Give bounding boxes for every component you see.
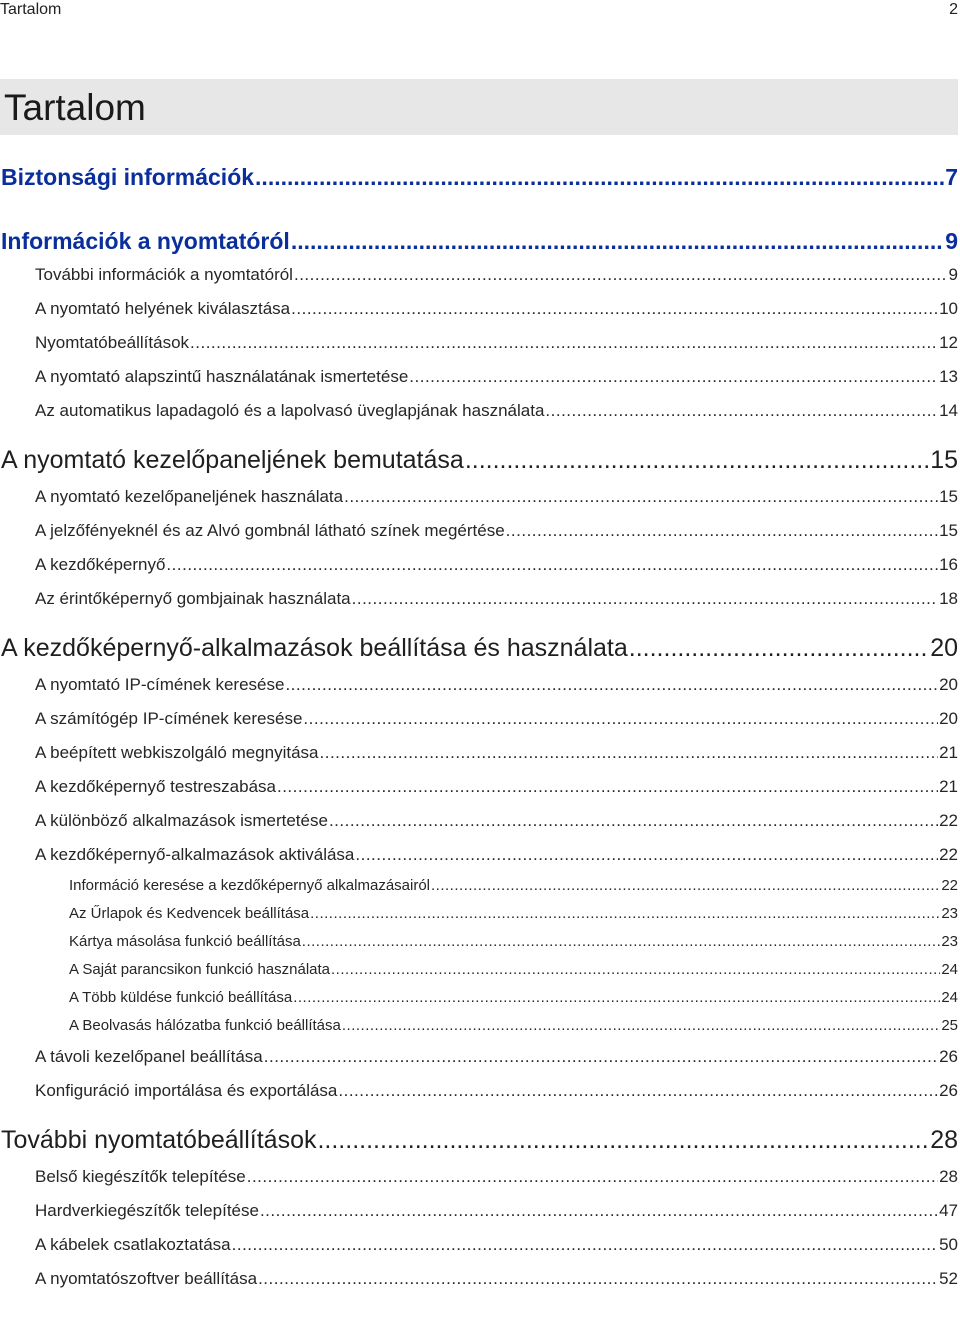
toc-leader-dots: [303, 704, 938, 734]
toc-entry-page: 15: [939, 487, 958, 506]
toc-leader-dots: [320, 738, 939, 768]
toc-entry-title: További nyomtatóbeállítások: [1, 1126, 317, 1154]
toc-entry-title: Információk a nyomtatóról: [1, 228, 290, 254]
toc-leader-dots: [506, 516, 938, 546]
toc-entry-title: További információk a nyomtatóról: [35, 265, 293, 284]
toc-entry[interactable]: [0, 954, 958, 982]
toc-leader-dots: [329, 806, 938, 836]
toc-entry-title: A jelzőfényeknél és az Alvó gombnál látható színek megértése: [35, 521, 505, 540]
toc-entry[interactable]: [0, 926, 958, 954]
toc-entry-title: A Beolvasás hálózatba funkció beállítása: [69, 1017, 341, 1034]
toc-entry-page: 15: [930, 446, 958, 474]
toc-entry-title: A nyomtató kezelőpaneljének használata: [35, 487, 344, 506]
toc-entry-title: A beépített webkiszolgáló megnyitása: [35, 743, 319, 762]
toc-entry-page: 20: [930, 634, 958, 662]
toc-leader-dots: [260, 1196, 938, 1226]
toc-entry-title: A számítógép IP-címének keresése: [35, 709, 303, 728]
page-header: [0, 0, 960, 22]
toc-entry-page: 50: [939, 1235, 958, 1254]
toc-entry[interactable]: [0, 870, 958, 898]
toc-entry-title: A nyomtató IP-címének keresése: [35, 675, 285, 694]
running-header-title: Tartalom: [0, 1, 62, 18]
toc-leader-dots: [264, 1042, 938, 1072]
table-of-contents: [0, 160, 958, 1294]
toc-entry-page: 52: [939, 1269, 958, 1288]
toc-leader-dots: [166, 550, 938, 580]
toc-entry-title: A nyomtató kezelőpaneljének bemutatása: [1, 446, 464, 474]
toc-leader-dots: [294, 260, 948, 290]
toc-entry-page: 9: [948, 265, 958, 284]
toc-entry[interactable]: [0, 358, 958, 392]
page-title: Tartalom: [4, 87, 146, 128]
toc-entry-page: 21: [939, 743, 958, 762]
toc-entry[interactable]: [0, 666, 958, 700]
toc-leader-dots: [302, 930, 941, 954]
toc-entry-title: A távoli kezelőpanel beállítása: [35, 1047, 263, 1066]
toc-leader-dots: [232, 1230, 938, 1260]
toc-entry[interactable]: [0, 1010, 958, 1038]
toc-entry-title: A nyomtató helyének kiválasztása: [35, 299, 291, 318]
toc-entry[interactable]: [0, 290, 958, 324]
toc-entry-title: Belső kiegészítők telepítése: [35, 1167, 246, 1186]
toc-entry-page: 13: [939, 367, 958, 386]
toc-entry[interactable]: [0, 982, 958, 1010]
toc-entry-title: A kezdőképernyő-alkalmazások beállítása és használata: [1, 634, 628, 662]
toc-entry-page: 25: [941, 1017, 958, 1034]
toc-entry-page: 10: [939, 299, 958, 318]
toc-entry[interactable]: [0, 512, 958, 546]
toc-entry-title: A különböző alkalmazások ismertetése: [35, 811, 328, 830]
toc-entry-page: 23: [941, 933, 958, 950]
toc-entry-page: 16: [939, 555, 958, 574]
toc-leader-dots: [255, 162, 944, 192]
toc-entry[interactable]: [0, 802, 958, 836]
toc-leader-dots: [310, 902, 940, 926]
toc-entry-title: Az automatikus lapadagoló és a lapolvasó üveglapjának használata: [35, 401, 545, 420]
toc-entry-title: A Több küldése funkció beállítása: [69, 989, 293, 1006]
toc-entry[interactable]: [0, 1118, 958, 1158]
toc-entry-title: Hardverkiegészítők telepítése: [35, 1201, 259, 1220]
toc-leader-dots: [258, 1264, 938, 1294]
toc-entry[interactable]: [0, 546, 958, 580]
toc-leader-dots: [291, 226, 944, 256]
toc-entry[interactable]: [0, 224, 958, 256]
toc-entry[interactable]: [0, 160, 958, 192]
toc-entry-page: 26: [939, 1081, 958, 1100]
toc-entry-title: Nyomtatóbeállítások: [35, 333, 190, 352]
toc-entry-page: 24: [941, 961, 958, 978]
toc-entry-title: Az Űrlapok és Kedvencek beállítása: [69, 905, 310, 922]
toc-leader-dots: [277, 772, 938, 802]
toc-entry[interactable]: [0, 478, 958, 512]
toc-entry-page: 22: [939, 811, 958, 830]
toc-entry[interactable]: [0, 324, 958, 358]
toc-entry-page: 14: [939, 401, 958, 420]
toc-entry[interactable]: [0, 700, 958, 734]
toc-entry[interactable]: [0, 1158, 958, 1192]
toc-entry-title: A kábelek csatlakoztatása: [35, 1235, 231, 1254]
toc-entry-page: 28: [939, 1167, 958, 1186]
toc-entry[interactable]: [0, 392, 958, 426]
toc-entry[interactable]: [0, 438, 958, 478]
toc-leader-dots: [247, 1162, 938, 1192]
toc-entry-title: A nyomtatószoftver beállítása: [35, 1269, 258, 1288]
toc-entry-title: Kártya másolása funkció beállítása: [69, 933, 301, 950]
toc-entry-title: A Saját parancsikon funkció használata: [69, 961, 330, 978]
toc-leader-dots: [465, 442, 929, 478]
toc-leader-dots: [291, 294, 938, 324]
toc-leader-dots: [409, 362, 938, 392]
page-number: 2: [949, 1, 958, 18]
toc-entry-page: 21: [939, 777, 958, 796]
toc-leader-dots: [190, 328, 938, 358]
toc-entry-page: 22: [941, 877, 958, 894]
toc-entry-title: A kezdőképernyő: [35, 555, 166, 574]
toc-leader-dots: [293, 986, 940, 1010]
toc-entry[interactable]: [0, 768, 958, 802]
toc-entry[interactable]: [0, 626, 958, 666]
toc-entry-page: 12: [939, 333, 958, 352]
toc-entry[interactable]: [0, 836, 958, 870]
toc-entry-page: 28: [930, 1126, 958, 1154]
toc-leader-dots: [331, 958, 940, 982]
toc-leader-dots: [431, 874, 940, 898]
toc-leader-dots: [285, 670, 938, 700]
toc-entry-title: Az érintőképernyő gombjainak használata: [35, 589, 351, 608]
toc-entry-title: Biztonsági információk: [1, 164, 255, 190]
toc-entry-page: 7: [945, 164, 958, 190]
toc-entry-page: 20: [939, 675, 958, 694]
toc-entry-title: A nyomtató alapszintű használatának ismertetése: [35, 367, 409, 386]
toc-entry-title: A kezdőképernyő testreszabása: [35, 777, 276, 796]
toc-entry-page: 20: [939, 709, 958, 728]
toc-entry-page: 23: [941, 905, 958, 922]
toc-entry-page: 15: [939, 521, 958, 540]
toc-leader-dots: [342, 1014, 940, 1038]
toc-entry-page: 26: [939, 1047, 958, 1066]
toc-entry[interactable]: [0, 1226, 958, 1260]
toc-leader-dots: [352, 584, 938, 614]
toc-entry-page: 47: [939, 1201, 958, 1220]
toc-entry[interactable]: [0, 256, 958, 290]
toc-entry[interactable]: [0, 734, 958, 768]
toc-leader-dots: [629, 630, 929, 666]
toc-entry[interactable]: [0, 1072, 958, 1106]
toc-leader-dots: [317, 1122, 929, 1158]
toc-entry-page: 9: [945, 228, 958, 254]
toc-leader-dots: [338, 1076, 938, 1106]
title-band: [0, 79, 958, 135]
toc-entry[interactable]: [0, 580, 958, 614]
toc-entry-page: 22: [939, 845, 958, 864]
toc-leader-dots: [344, 482, 938, 512]
toc-entry-title: Konfiguráció importálása és exportálása: [35, 1081, 338, 1100]
toc-entry-page: 18: [939, 589, 958, 608]
toc-entry[interactable]: [0, 898, 958, 926]
toc-leader-dots: [545, 396, 938, 426]
toc-entry-title: Információ keresése a kezdőképernyő alkalmazásairól: [69, 877, 431, 894]
toc-entry[interactable]: [0, 1038, 958, 1072]
toc-entry-page: 24: [941, 989, 958, 1006]
toc-leader-dots: [355, 840, 938, 870]
toc-entry[interactable]: [0, 1192, 958, 1226]
toc-entry-title: A kezdőképernyő-alkalmazások aktiválása: [35, 845, 355, 864]
toc-entry[interactable]: [0, 1260, 958, 1294]
